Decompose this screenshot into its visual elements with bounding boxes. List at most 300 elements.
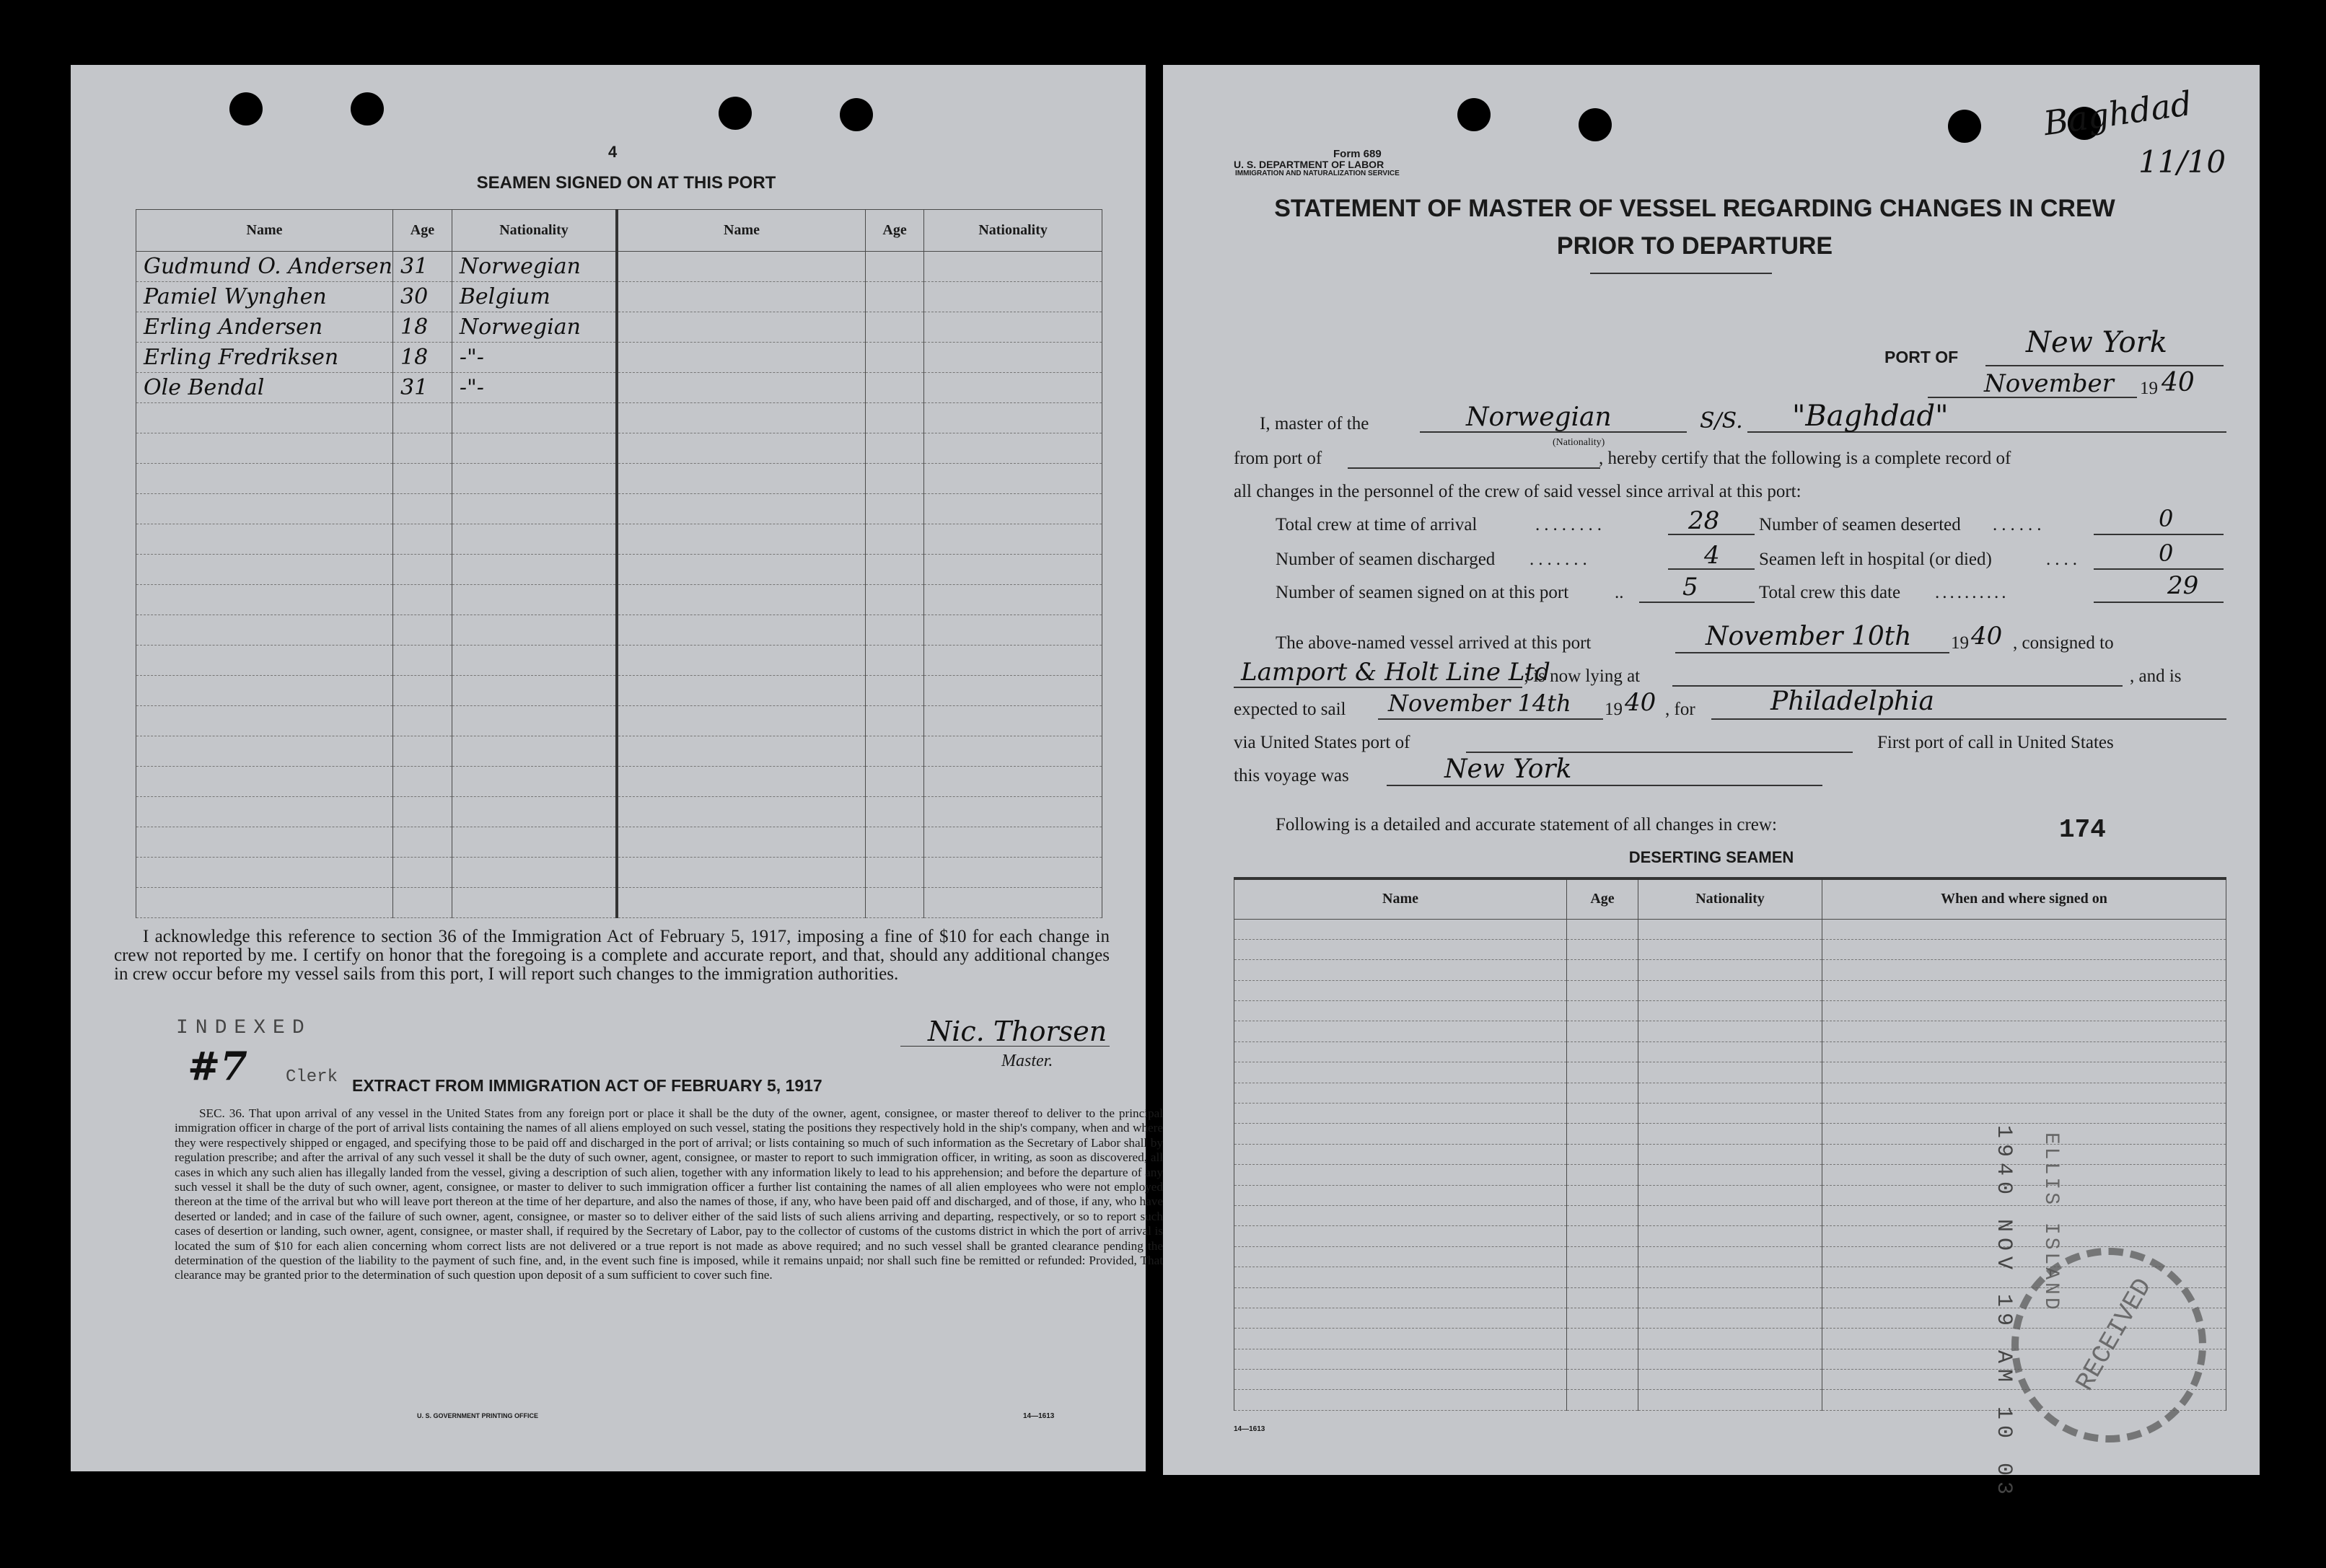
table-cell: [617, 343, 865, 373]
seaman-name: Pamiel Wynghen: [136, 282, 393, 312]
table-cell: [452, 676, 617, 706]
master-signature: Nic. Thorsen: [928, 1016, 1107, 1047]
port-line: [1985, 365, 2224, 366]
form-title: STATEMENT OF MASTER OF VESSEL REGARDING CHANGES IN CREW: [1274, 195, 2115, 222]
arrived-year-prefix: 19: [1951, 633, 1969, 653]
table-cell: [1567, 1144, 1638, 1164]
punch-hole: [229, 92, 263, 125]
table-row: [136, 646, 1102, 676]
table-row: [1234, 1226, 2226, 1246]
from-port-label: from port of: [1234, 449, 1322, 468]
expected-label: expected to sail: [1234, 700, 1346, 719]
table-cell: [1234, 1062, 1567, 1083]
first-port-label: First port of call in United States: [1877, 733, 2114, 752]
table-cell: [924, 403, 1102, 433]
arrived-year-value: 40: [1971, 622, 2003, 651]
table-cell: [1234, 1165, 1567, 1185]
table-row: [136, 555, 1102, 585]
table-cell: [924, 524, 1102, 555]
table-cell: [1234, 1185, 1567, 1205]
table-cell: [452, 524, 617, 555]
table-header-row: [1234, 878, 2226, 919]
column-header: Age: [1567, 878, 1638, 919]
table-row: [1234, 1144, 2226, 1164]
table-cell: [865, 312, 923, 343]
table-cell: [452, 494, 617, 524]
table-cell: [617, 888, 865, 918]
hospital-label: Seamen left in hospital (or died): [1759, 550, 1992, 569]
table-cell: [1638, 1021, 1822, 1041]
table-row: [1234, 919, 2226, 939]
table-cell: [1567, 1287, 1638, 1308]
table-cell: [1234, 980, 1567, 1000]
table-cell: [1567, 1329, 1638, 1349]
table-cell: [1567, 1349, 1638, 1369]
table-cell: [1638, 960, 1822, 980]
table-cell: [136, 403, 393, 433]
table-cell: [452, 736, 617, 767]
table-cell: [1567, 1226, 1638, 1246]
table-cell: [924, 646, 1102, 676]
table-cell: [865, 797, 923, 827]
form-number: Form 689: [1333, 148, 1382, 160]
table-cell: [617, 403, 865, 433]
printing-office: U. S. GOVERNMENT PRINTING OFFICE: [417, 1412, 539, 1419]
table-cell: [924, 797, 1102, 827]
table-cell: [617, 615, 865, 646]
table-cell: [865, 494, 923, 524]
table-row: [1234, 1083, 2226, 1103]
table-row: [136, 252, 1102, 282]
via-line: [1466, 752, 1853, 753]
table-cell: [1234, 960, 1567, 980]
table-cell: [1822, 919, 2226, 939]
table-row: [136, 676, 1102, 706]
hospital-value: 0: [2159, 539, 2174, 567]
deserted-label: Number of seamen deserted: [1759, 515, 1961, 534]
table-cell: [1638, 939, 1822, 959]
table-cell: [1638, 1370, 1822, 1390]
punch-hole: [1948, 110, 1981, 143]
table-cell: [1567, 1267, 1638, 1287]
table-cell: [617, 555, 865, 585]
column-header: Nationality: [1638, 878, 1822, 919]
table-cell: [865, 858, 923, 888]
seaman-nationality: -"-: [452, 343, 617, 373]
table-cell: [1234, 919, 1567, 939]
table-cell: [1638, 1226, 1822, 1246]
department: U. S. DEPARTMENT OF LABOR: [1234, 159, 1384, 170]
corner-note: Baghdad: [2041, 83, 2195, 144]
table-cell: [1567, 1185, 1638, 1205]
table-cell: [865, 282, 923, 312]
table-cell: [924, 252, 1102, 282]
table-cell: [1638, 1267, 1822, 1287]
table-cell: [865, 433, 923, 464]
table-cell: [452, 464, 617, 494]
table-cell: [452, 706, 617, 736]
nationality-caption: (Nationality): [1553, 437, 1605, 448]
lying-at-label: ; is now lying at: [1524, 666, 1641, 686]
value-line: [2094, 568, 2224, 570]
table-cell: [393, 433, 452, 464]
table-row: [136, 282, 1102, 312]
signed-on-label: Number of seamen signed on at this port: [1276, 583, 1569, 602]
table-cell: [393, 827, 452, 858]
sail-year-value: 40: [1625, 688, 1656, 717]
table-cell: [1234, 1370, 1567, 1390]
table-row: [1234, 980, 2226, 1000]
table-cell: [1234, 1104, 1567, 1124]
deserted-value: 0: [2159, 505, 2174, 532]
dot-leader: ......: [1993, 515, 2046, 534]
total-crew-date-value: 29: [2167, 571, 2199, 600]
table-cell: [393, 403, 452, 433]
dot-leader: ..: [1615, 583, 1624, 602]
certification-text: I acknowledge this reference to section 36 of the Immigration Act of February 5, 1917, imposing a fine of $10 for each change in crew not reported by me. I certify on honor that the foregoing is a complete and accurate report, and that, should any additional changes in crew occur before my vessel sails from this port, I will report such changes to the immigration authorities.: [114, 927, 1110, 984]
punch-hole: [1457, 98, 1491, 131]
vessel-name: "Baghdad": [1792, 400, 1949, 433]
table-row: [136, 585, 1102, 615]
table-cell: [865, 373, 923, 403]
table-cell: [924, 858, 1102, 888]
consignee-value: Lamport & Holt Line Ltd: [1241, 658, 1550, 687]
table-cell: [924, 676, 1102, 706]
table-row: [136, 736, 1102, 767]
table-cell: [1638, 1124, 1822, 1144]
table-cell: [393, 615, 452, 646]
table-cell: [1234, 1083, 1567, 1103]
table-cell: [1567, 919, 1638, 939]
column-header: Nationality: [924, 210, 1102, 252]
table-row: [1234, 1104, 2226, 1124]
table-cell: [865, 706, 923, 736]
table-row: [136, 373, 1102, 403]
table-cell: [393, 858, 452, 888]
received-stamp: RECEIVED: [2070, 1273, 2159, 1396]
table-row: [136, 312, 1102, 343]
table-cell: [924, 706, 1102, 736]
master-of-label: I, master of the: [1260, 414, 1369, 433]
right-page: [1163, 65, 2260, 1501]
serial-number: 174: [2059, 815, 2106, 845]
extract-text: SEC. 36. That upon arrival of any vessel in the United States from any foreign port or place it shall be the duty of the owner, agent, consignee, or master thereof to deliver to the principal immigration officer in charge of the port of arrival lists containing the names of all aliens employed on such vessel, stating the positions they respectively hold in the ship's company, when and where they were respectively shipped or engaged, and specifying those to be paid off and discharged in the port of arrival; or lists containing so much of such information as the Secretary of Labor shall by regulation prescribe; and after the arrival of any such vessel it shall be the duty of such owner, agent, consignee, or master to report to such immigration officer, in writing, as soon as discovered, all cases in which any such alien has illegally landed from the vessel, giving a description of such alien, together with any information likely to lead to his apprehension; and before the departure of any such vessel it shall be the duty of such owner, agent, consignee, or master to deliver to such immigration officer a further list containing the names of all alien employees who were not employed thereon at the time of the arrival but who will leave port thereon at the time of her departure, and also the names of those, if any, who have been paid off and discharged, and of those, if any, who have deserted or landed; and in case of the failure of such owner, agent, consignee, or master so to deliver either of the said lists of such aliens arriving and departing, respectively, or so to report such cases of desertion or landing, such owner, agent, consignee, or master shall, if required by the Secretary of Labor, pay to the collector of customs of the customs district in which the port of arrival is located the sum of $10 for each alien concerning whom correct lists are not delivered or a true report is not made as above required; and no such vessel shall be granted clearance pending the determination of the question of the liability to the payment of such fine, and, in the event such fine is imposed, while it remains unpaid; nor shall such fine be remitted or refunded: Provided, That clearance may be granted prior to the determination of such question upon deposit of a sum sufficient to cover such fine.: [175, 1106, 1163, 1282]
table-cell: [136, 585, 393, 615]
table-cell: [393, 494, 452, 524]
table-cell: [1638, 1185, 1822, 1205]
table-cell: [1822, 980, 2226, 1000]
form-subtitle: PRIOR TO DEPARTURE: [1556, 232, 1833, 260]
table-row: [1234, 939, 2226, 959]
table-cell: [1638, 1144, 1822, 1164]
seaman-age: 18: [393, 343, 452, 373]
page-number: 4: [608, 143, 618, 161]
table-cell: [1638, 1308, 1822, 1328]
value-line: [2094, 534, 2224, 535]
table-cell: [1567, 1083, 1638, 1103]
table-cell: [1822, 1165, 2226, 1185]
all-changes-text: all changes in the personnel of the crew of said vessel since arrival at this port:: [1234, 482, 1801, 501]
table-cell: [924, 312, 1102, 343]
table-cell: [1567, 1165, 1638, 1185]
table-cell: [136, 827, 393, 858]
table-cell: [136, 555, 393, 585]
table-cell: [924, 827, 1102, 858]
table-cell: [865, 767, 923, 797]
table-cell: [924, 373, 1102, 403]
seaman-nationality: Norwegian: [452, 252, 617, 282]
table-row: [1234, 1041, 2226, 1062]
table-cell: [617, 464, 865, 494]
table-row: [1234, 1124, 2226, 1144]
seaman-age: 31: [393, 373, 452, 403]
table-row: [136, 524, 1102, 555]
table-row: [1234, 1165, 2226, 1185]
table-cell: [1234, 1144, 1567, 1164]
total-crew-arrival-value: 28: [1688, 506, 1720, 535]
table-cell: [617, 373, 865, 403]
table-row: [1234, 1001, 2226, 1021]
table-cell: [1567, 1001, 1638, 1021]
and-is-label: , and is: [2130, 666, 2182, 686]
vessel-type: S/S.: [1700, 408, 1743, 433]
table-cell: [865, 555, 923, 585]
signed-on-value: 5: [1682, 573, 1698, 602]
table-cell: [1638, 1390, 1822, 1411]
table-cell: [393, 888, 452, 918]
table-cell: [1822, 1205, 2226, 1225]
table-cell: [1822, 1001, 2226, 1021]
table-cell: [452, 403, 617, 433]
table-cell: [1638, 1349, 1822, 1369]
table-cell: [1638, 919, 1822, 939]
table-cell: [865, 646, 923, 676]
table-cell: [136, 494, 393, 524]
certify-text: , hereby certify that the following is a complete record of: [1599, 449, 2011, 468]
section-title: SEAMEN SIGNED ON AT THIS PORT: [476, 173, 776, 193]
table-cell: [136, 615, 393, 646]
table-cell: [1567, 1104, 1638, 1124]
table-cell: [393, 555, 452, 585]
table-cell: [393, 767, 452, 797]
port-label: PORT OF: [1884, 348, 1959, 366]
seaman-name: Gudmund O. Andersen: [136, 252, 393, 282]
table-cell: [393, 646, 452, 676]
table-cell: [136, 797, 393, 827]
sail-date-line: [1378, 718, 1603, 720]
year-value: 40: [2162, 368, 2195, 397]
table-cell: [865, 736, 923, 767]
first-port-line: [1387, 785, 1822, 786]
table-cell: [617, 676, 865, 706]
year-prefix: 19: [2140, 379, 2158, 398]
seaman-nationality: -"-: [452, 373, 617, 403]
table-cell: [1234, 1390, 1567, 1411]
form-code: 14—1613: [1234, 1425, 1265, 1433]
table-cell: [136, 767, 393, 797]
title-underline: [1590, 273, 1772, 274]
table-cell: [136, 736, 393, 767]
table-cell: [1822, 1185, 2226, 1205]
table-cell: [452, 585, 617, 615]
via-label: via United States port of: [1234, 733, 1410, 752]
table-cell: [1567, 980, 1638, 1000]
table-cell: [393, 676, 452, 706]
table-cell: [1822, 1021, 2226, 1041]
table-row: [1234, 960, 2226, 980]
table-cell: [865, 403, 923, 433]
table-cell: [1567, 1124, 1638, 1144]
column-header: When and where signed on: [1822, 878, 2226, 919]
table-cell: [136, 464, 393, 494]
value-line: [1639, 602, 1755, 603]
consigned-label: , consigned to: [2013, 633, 2114, 653]
clerk-label: Clerk: [286, 1067, 338, 1087]
left-page: [71, 65, 1163, 1471]
table-row: [1234, 1205, 2226, 1225]
table-cell: [1567, 960, 1638, 980]
table-cell: [393, 464, 452, 494]
table-cell: [1822, 1083, 2226, 1103]
table-cell: [452, 797, 617, 827]
corner-number: 11/10: [2138, 144, 2226, 180]
table-cell: [617, 767, 865, 797]
extract-title: EXTRACT FROM IMMIGRATION ACT OF FEBRUARY 5, 1917: [352, 1076, 822, 1095]
table-cell: [1234, 1226, 1567, 1246]
table-cell: [924, 343, 1102, 373]
table-cell: [452, 615, 617, 646]
first-port-value: New York: [1444, 754, 1572, 784]
table-cell: [617, 282, 865, 312]
table-cell: [1234, 939, 1567, 959]
seaman-age: 31: [393, 252, 452, 282]
nationality-value: Norwegian: [1466, 402, 1612, 432]
table-cell: [1567, 1390, 1638, 1411]
dot-leader: ..........: [1935, 583, 2009, 602]
arrived-value: November 10th: [1706, 622, 1912, 651]
deserting-title: DESERTING SEAMEN: [1628, 848, 1794, 866]
discharged-value: 4: [1704, 541, 1720, 570]
seaman-age: 18: [393, 312, 452, 343]
date-stamp: 1940 NOV 19 AM 10 03: [1991, 1125, 2016, 1501]
table-cell: [136, 524, 393, 555]
seaman-nationality: Belgium: [452, 282, 617, 312]
table-cell: [865, 676, 923, 706]
column-header: Name: [1234, 878, 1567, 919]
table-cell: [1638, 1001, 1822, 1021]
table-cell: [1822, 1062, 2226, 1083]
table-header-row: [136, 210, 1102, 252]
sail-date-value: November 14th: [1388, 690, 1571, 717]
table-cell: [617, 706, 865, 736]
table-row: [1234, 1062, 2226, 1083]
table-cell: [924, 494, 1102, 524]
table-cell: [924, 615, 1102, 646]
clerk-initials: #7: [188, 1043, 247, 1089]
dot-leader: ....: [2046, 550, 2081, 569]
signature-line: [900, 1046, 1110, 1047]
table-row: [136, 858, 1102, 888]
table-cell: [865, 585, 923, 615]
table-cell: [865, 615, 923, 646]
table-cell: [1638, 980, 1822, 1000]
table-cell: [1567, 1062, 1638, 1083]
form-code: 14—1613: [1023, 1412, 1055, 1420]
table-cell: [924, 555, 1102, 585]
table-cell: [393, 706, 452, 736]
table-row: [136, 827, 1102, 858]
table-cell: [452, 646, 617, 676]
table-cell: [452, 858, 617, 888]
table-row: [136, 615, 1102, 646]
table-row: [136, 343, 1102, 373]
table-cell: [1234, 1001, 1567, 1021]
table-cell: [617, 827, 865, 858]
table-row: [136, 433, 1102, 464]
table-cell: [452, 555, 617, 585]
ellis-island-stamp: ELLIS ISLAND: [2040, 1132, 2062, 1313]
table-cell: [865, 252, 923, 282]
table-cell: [1567, 1308, 1638, 1328]
table-cell: [865, 343, 923, 373]
seaman-name: Ole Bendal: [136, 373, 393, 403]
table-cell: [1234, 1246, 1567, 1267]
table-cell: [617, 585, 865, 615]
table-row: [1234, 1021, 2226, 1041]
table-row: [136, 797, 1102, 827]
arrived-line: [1675, 652, 1949, 653]
table-cell: [1822, 1041, 2226, 1062]
table-cell: [1638, 1205, 1822, 1225]
table-cell: [924, 282, 1102, 312]
table-cell: [924, 433, 1102, 464]
seaman-name: Erling Andersen: [136, 312, 393, 343]
consignee-line: [1234, 687, 1522, 688]
table-cell: [1638, 1104, 1822, 1124]
table-row: [136, 888, 1102, 918]
table-cell: [1234, 1308, 1567, 1328]
table-row: [136, 494, 1102, 524]
this-voyage-label: this voyage was: [1234, 766, 1349, 785]
table-cell: [1638, 1246, 1822, 1267]
punch-hole: [1579, 108, 1612, 141]
table-cell: [617, 433, 865, 464]
table-cell: [1638, 1165, 1822, 1185]
table-cell: [136, 433, 393, 464]
table-cell: [1567, 939, 1638, 959]
table-cell: [452, 888, 617, 918]
column-header: Nationality: [452, 210, 617, 252]
table-cell: [452, 433, 617, 464]
dot-leader: .......: [1530, 550, 1592, 569]
table-row: [136, 403, 1102, 433]
table-cell: [1234, 1267, 1567, 1287]
table-cell: [865, 524, 923, 555]
table-cell: [1567, 1246, 1638, 1267]
table-cell: [1234, 1124, 1567, 1144]
table-cell: [617, 312, 865, 343]
table-cell: [1234, 1205, 1567, 1225]
table-row: [136, 706, 1102, 736]
table-cell: [1567, 1370, 1638, 1390]
table-cell: [1234, 1349, 1567, 1369]
table-cell: [1822, 1124, 2226, 1144]
port-value: New York: [2026, 326, 2167, 359]
indexed-stamp: INDEXED: [176, 1017, 312, 1039]
table-cell: [865, 464, 923, 494]
table-cell: [136, 676, 393, 706]
punch-hole: [719, 97, 752, 130]
